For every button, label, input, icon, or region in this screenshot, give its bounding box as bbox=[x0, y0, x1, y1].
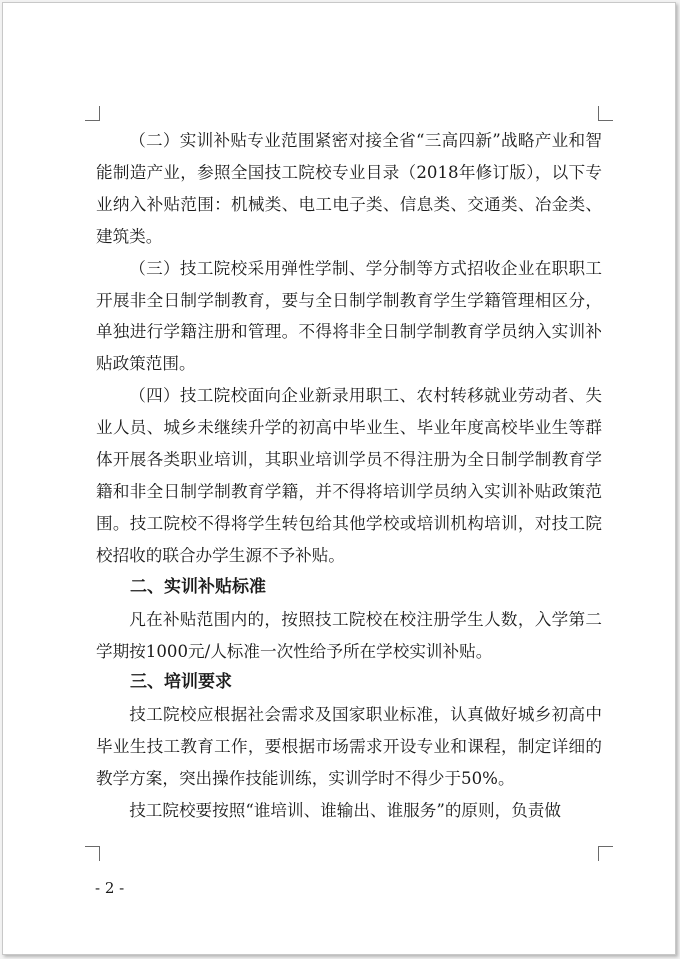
document-page bbox=[2, 2, 676, 955]
crop-mark-top-right bbox=[598, 106, 613, 121]
crop-mark-top-left bbox=[85, 106, 100, 121]
paragraph-subsidy-standard: 凡在补贴范围内的，按照技工院校在校注册学生人数，入学第二学期按1000元/人标准一次性给予所在学校实训补贴。 bbox=[96, 609, 602, 661]
paragraph-vocational-training: （四）技工院校面向企业新录用职工、农村转移就业劳动者、失业人员、城乡未继续升学的初高中毕业生、毕业年度高校毕业生等群体开展各类职业培训，其职业培训学员不得注册为全日制学制教育学籍和非全日制学制教育学籍，并不得将培训学员纳入实训补贴政策范围。技工院校不得将学生转包给其他学校或培训机构培训，对技工院校招收的联合办学生源不予补贴。 bbox=[96, 386, 602, 565]
paragraph-training-requirements: 技工院校应根据社会需求及国家职业标准，认真做好城乡初高中毕业生技工教育工作，要根据市场需求开设专业和课程，制定详细的教学方案，突出操作技能训练，实训学时不得少于50%。 bbox=[96, 705, 602, 789]
section-heading-subsidy-standard: 二、实训补贴标准 bbox=[130, 576, 266, 597]
paragraph-part-time-enrollment: （三）技工院校采用弹性学制、学分制等方式招收企业在职职工开展非全日制学制教育，要与全日制学制教育学生学籍管理相区分，单独进行学籍注册和管理。不得将非全日制学制教育学员纳入实训补贴政策范围。 bbox=[96, 258, 602, 374]
crop-mark-bottom-left bbox=[85, 846, 100, 861]
page-number: - 2 - bbox=[95, 879, 125, 897]
paragraph-responsibility-principle: 技工院校要按照“谁培训、谁输出、谁服务”的原则，负责做 bbox=[129, 801, 561, 821]
crop-mark-bottom-right bbox=[598, 846, 613, 861]
section-heading-training-requirements: 三、培训要求 bbox=[130, 672, 232, 693]
paragraph-training-subsidy-scope: （二）实训补贴专业范围紧密对接全省“三高四新”战略产业和智能制造产业，参照全国技工院校专业目录（2018年修订版），以下专业纳入补贴范围：机械类、电工电子类、信息类、交通类、冶金类、建筑类。 bbox=[96, 131, 602, 246]
document-body bbox=[96, 125, 602, 827]
